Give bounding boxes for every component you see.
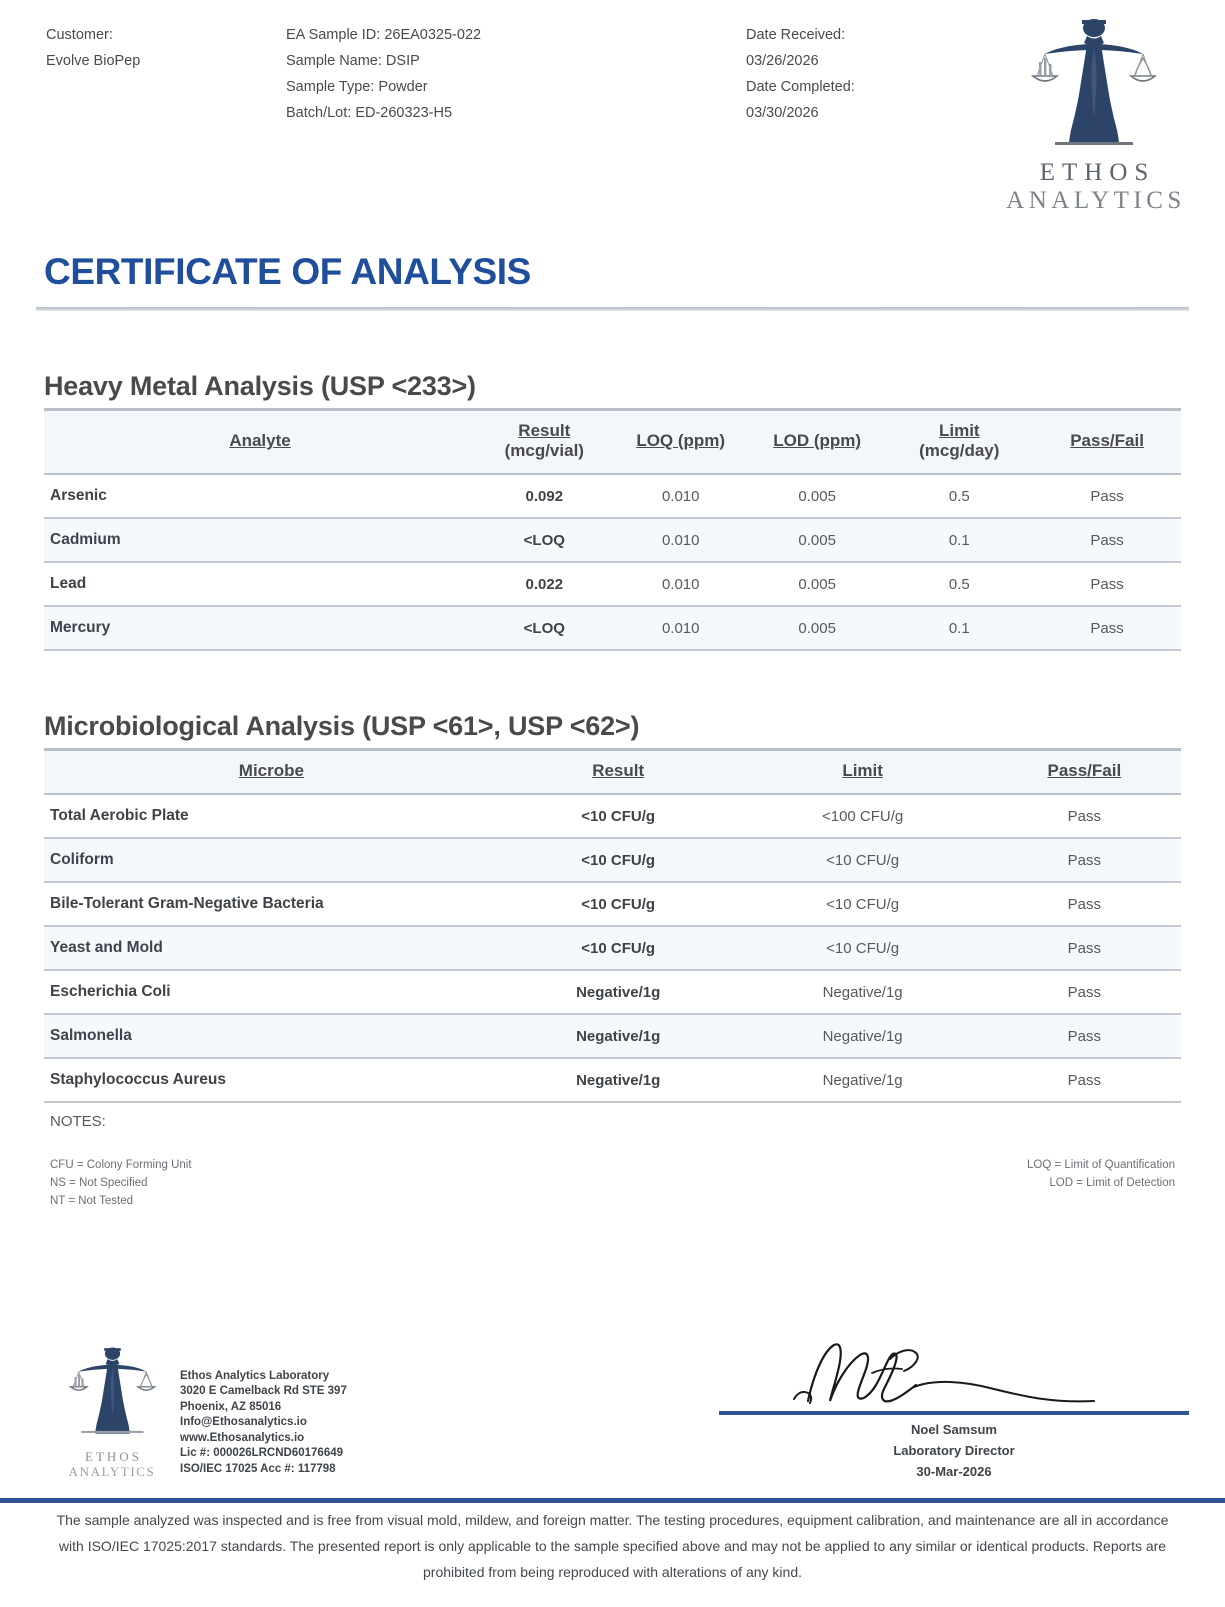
column-header-passfail: Pass/Fail <box>1070 431 1144 450</box>
microbe-result: <10 CFU/g <box>499 926 738 970</box>
microbe-result: Negative/1g <box>499 1058 738 1102</box>
microbe-name: Bile-Tolerant Gram-Negative Bacteria <box>44 882 499 926</box>
notes-abbreviations-left <box>50 1156 192 1210</box>
column-header-passfail: Pass/Fail <box>1047 761 1122 780</box>
heavy-metal-section-title: Heavy Metal Analysis (USP <233>) <box>44 371 476 401</box>
table-row <box>44 970 1181 1014</box>
analyte-loq: 0.010 <box>613 474 749 518</box>
analyte-limit: 0.5 <box>885 562 1033 606</box>
column-header-result: Result (mcg/vial) <box>504 421 584 460</box>
status-badge: Pass <box>988 1014 1181 1058</box>
date-received-value: 03/26/2026 <box>746 53 819 69</box>
status-badge: Pass <box>988 794 1181 838</box>
accreditation-line: ISO/IEC 17025 Acc #: 117798 <box>180 1462 336 1475</box>
column-header-lod: LOD (ppm) <box>773 431 862 450</box>
email-line[interactable]: Info@Ethosanalytics.io <box>180 1416 307 1428</box>
date-completed-value: 03/30/2026 <box>746 105 819 121</box>
notes-abbreviations-right <box>1027 1156 1175 1210</box>
status-badge: Pass <box>1033 518 1181 562</box>
sample-type: Sample Type: Powder <box>286 79 428 95</box>
analyte-name: Arsenic <box>44 474 476 518</box>
analyte-result: 0.022 <box>476 562 612 606</box>
microbe-limit: <100 CFU/g <box>738 794 988 838</box>
status-badge: Pass <box>1033 606 1181 650</box>
customer-name: Evolve BioPep <box>46 53 141 69</box>
address-line: 3020 E Camelback Rd STE 397 <box>180 1385 347 1397</box>
footer-logo <box>36 1344 166 1479</box>
signature-rule <box>719 1411 1189 1415</box>
table-row <box>44 838 1181 882</box>
microbe-result: <10 CFU/g <box>499 838 738 882</box>
license-line: Lic #: 000026LRCND60176649 <box>180 1447 344 1459</box>
table-row <box>44 474 1181 518</box>
status-badge: Pass <box>988 838 1181 882</box>
notes-legend <box>44 1156 1181 1210</box>
analyte-result: <LOQ <box>476 606 612 650</box>
date-completed-label: Date Completed: <box>746 79 855 95</box>
microbe-result: Negative/1g <box>499 1014 738 1058</box>
analyte-name: Cadmium <box>44 518 476 562</box>
table-row <box>44 794 1181 838</box>
table-header-row <box>44 750 1181 795</box>
microbe-name: Salmonella <box>44 1014 499 1058</box>
microbe-name: Total Aerobic Plate <box>44 794 499 838</box>
batch-lot: Batch/Lot: ED-260323-H5 <box>286 105 453 121</box>
footer-divider <box>0 1498 1225 1503</box>
column-header-limit: Limit <box>842 761 883 780</box>
status-badge: Pass <box>988 970 1181 1014</box>
analyte-limit: 0.5 <box>885 474 1033 518</box>
microbe-name: Yeast and Mold <box>44 926 499 970</box>
analyte-limit: 0.1 <box>885 518 1033 562</box>
website-line[interactable]: www.Ethosanalytics.io <box>180 1431 305 1444</box>
analyte-loq: 0.010 <box>613 518 749 562</box>
table-row <box>44 1058 1181 1102</box>
microbe-limit: <10 CFU/g <box>738 882 988 926</box>
address-line: Ethos Analytics Laboratory <box>180 1369 330 1382</box>
analyte-limit: 0.1 <box>885 606 1033 650</box>
sample-id: EA Sample ID: 26EA0325-022 <box>286 27 482 43</box>
microbe-limit: Negative/1g <box>738 970 988 1014</box>
microbe-name: Escherichia Coli <box>44 970 499 1014</box>
dates-block <box>746 22 986 126</box>
logo-word-analytics: ANALYTICS <box>1006 187 1186 214</box>
microbe-result: <10 CFU/g <box>499 882 738 926</box>
table-row <box>44 518 1181 562</box>
signature-block <box>719 1333 1189 1479</box>
date-received-label: Date Received: <box>746 27 846 43</box>
column-header-loq: LOQ (ppm) <box>636 431 726 450</box>
status-badge: Pass <box>988 1058 1181 1102</box>
analyte-loq: 0.010 <box>613 562 749 606</box>
column-header-result: Result <box>592 761 645 780</box>
analyte-name: Mercury <box>44 606 476 650</box>
analyte-lod: 0.005 <box>749 562 885 606</box>
analyte-name: Lead <box>44 562 476 606</box>
table-row <box>44 1014 1181 1058</box>
table-row <box>44 562 1181 606</box>
microbe-name: Coliform <box>44 838 499 882</box>
note-line: NS = Not Specified <box>50 1177 148 1189</box>
analyte-lod: 0.005 <box>749 606 885 650</box>
signer-role: Laboratory Director <box>893 1443 1015 1458</box>
logo-word-ethos: ETHOS <box>1039 159 1156 186</box>
lab-address-block <box>166 1369 347 1480</box>
note-line: LOQ = Limit of Quantification <box>1027 1159 1175 1171</box>
sample-name: Sample Name: DSIP <box>286 53 420 69</box>
footer-logo-word-ethos: ETHOS <box>85 1449 142 1464</box>
customer-block <box>36 22 286 74</box>
customer-label: Customer: <box>46 27 113 43</box>
lady-justice-scales-icon <box>1019 14 1169 159</box>
table-header-row <box>44 410 1181 475</box>
column-header-microbe: Microbe <box>238 761 304 780</box>
microbe-result: Negative/1g <box>499 970 738 1014</box>
microbe-limit: Negative/1g <box>738 1014 988 1058</box>
address-line: Phoenix, AZ 85016 <box>180 1400 282 1413</box>
lady-justice-scales-icon <box>60 1344 165 1444</box>
microbe-name: Staphylococcus Aureus <box>44 1058 499 1102</box>
microbe-limit: <10 CFU/g <box>738 926 988 970</box>
note-line: LOD = Limit of Detection <box>1049 1177 1175 1189</box>
analyte-lod: 0.005 <box>749 474 885 518</box>
microbe-limit: Negative/1g <box>738 1058 988 1102</box>
microbiology-section-title: Microbiological Analysis (USP <61>, USP <62>) <box>44 711 640 741</box>
signature-image <box>764 1333 1144 1415</box>
microbiology-table-body <box>44 794 1181 1102</box>
note-line: CFU = Colony Forming Unit <box>50 1159 192 1171</box>
analyte-result: <LOQ <box>476 518 612 562</box>
microbe-result: <10 CFU/g <box>499 794 738 838</box>
column-header-analyte: Analyte <box>229 431 291 450</box>
heavy-metal-section <box>36 371 1189 651</box>
status-badge: Pass <box>1033 562 1181 606</box>
page-title: CERTIFICATE OF ANALYSIS <box>44 251 531 292</box>
note-line: NT = Not Tested <box>50 1195 133 1207</box>
status-badge: Pass <box>988 926 1181 970</box>
table-row <box>44 882 1181 926</box>
disclaimer-text: The sample analyzed was inspected and is free from visual mold, mildew, and foreign matter. The testing procedures, equipment calibration, and maintenance are all in accordance with ISO/IEC 17025:2017 standards. The presented report is only applicable to the sample specified above and may not be applied to any similar or identical products. Reports are prohibited from being reproduced with alterations of any kind. <box>56 1512 1169 1580</box>
company-logo <box>999 14 1189 215</box>
status-badge: Pass <box>988 882 1181 926</box>
title-divider <box>36 307 1189 311</box>
analyte-loq: 0.010 <box>613 606 749 650</box>
microbe-limit: <10 CFU/g <box>738 838 988 882</box>
microbiology-section <box>36 711 1189 1210</box>
status-badge: Pass <box>1033 474 1181 518</box>
sample-info-block <box>286 22 746 126</box>
document-header <box>36 0 1189 223</box>
signed-date: 30-Mar-2026 <box>916 1464 992 1479</box>
document-footer <box>36 1333 1189 1479</box>
heavy-metal-table <box>44 408 1181 651</box>
footer-logo-word-analytics: ANALYTICS <box>68 1464 156 1479</box>
notes-label: NOTES: <box>50 1113 106 1130</box>
table-row <box>44 606 1181 650</box>
analyte-lod: 0.005 <box>749 518 885 562</box>
column-header-limit: Limit (mcg/day) <box>919 421 1000 460</box>
heavy-metal-table-body <box>44 474 1181 650</box>
table-row <box>44 926 1181 970</box>
signer-name: Noel Samsum <box>911 1422 997 1437</box>
microbiology-table <box>44 748 1181 1103</box>
analyte-result: 0.092 <box>476 474 612 518</box>
